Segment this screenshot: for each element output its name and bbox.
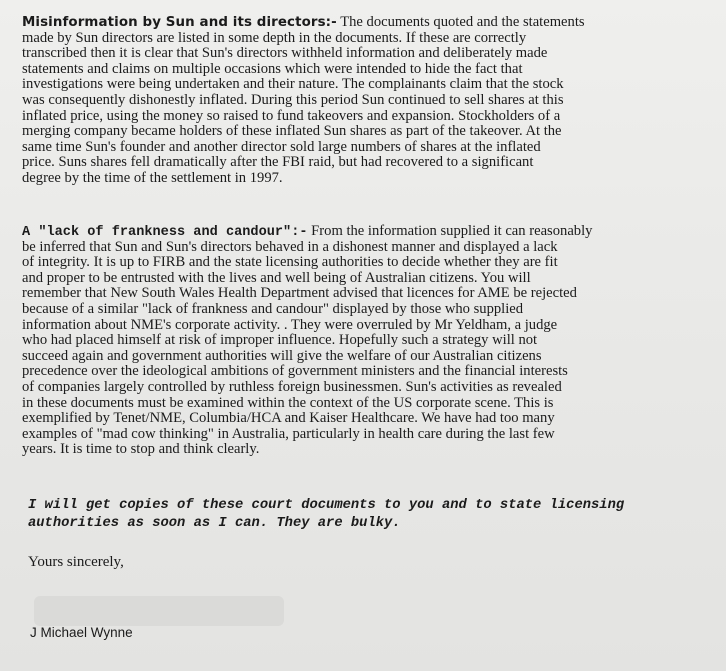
paragraph-line: and proper to be entrusted with the lives and well being of Australian citizens. You will <box>22 269 531 286</box>
paragraph-frankness <box>22 224 592 458</box>
paragraph-line: degree by the time of the settlement in 1997. <box>22 169 283 186</box>
paragraph-line: be inferred that Sun and Sun's directors behaved in a dishonest manner and displayed a lack <box>22 238 558 255</box>
paragraph-line: because of a similar "lack of frankness and candour" displayed by those who supplied <box>22 300 524 317</box>
paragraph-line: of integrity. It is up to FIRB and the state licensing authorities to decide whether they are fit <box>22 254 558 271</box>
paragraph-heading: A "lack of frankness and candour":- <box>22 225 308 240</box>
paragraph-line: who had placed himself at risk of improper influence. Hopefully such a strategy will not <box>22 332 538 349</box>
paragraph-line: succeed again and government authorities will give the welfare of our Australian citizens <box>22 347 542 364</box>
paragraph-line: precedence over the ideological ambitions of government ministers and the financial interests <box>22 363 568 380</box>
paragraph-line: A "lack of frankness and candour":- From the information supplied it can reasonably <box>22 223 593 240</box>
paragraph-line: statements and claims on multiple occasions which were intended to hide the fact that <box>22 60 523 77</box>
paragraph-line: years. It is time to stop and think clearly. <box>22 441 260 458</box>
paragraph-line: price. Suns shares fell dramatically after the FBI raid, but had recovered to a significant <box>22 154 534 171</box>
paragraph-line: merging company became holders of these inflated Sun shares as part of the takeover. At the <box>22 123 562 140</box>
paragraph-line: in these documents must be examined within the context of the US corporate scene. This is <box>22 394 554 411</box>
paragraph-line: Misinformation by Sun and its directors:- The documents quoted and the statements <box>22 14 585 30</box>
paragraph-line: transcribed then it is clear that Sun's directors withheld information and deliberately made <box>22 45 548 62</box>
paragraph-line: information about NME's corporate activity. . They were overruled by Mr Yeldham, a judge <box>22 316 558 333</box>
paragraph-line: of companies largely controlled by ruthless foreign businessmen. Sun's activities as revealed <box>22 378 562 395</box>
paragraph-line: same time Sun's founder and another director sold large numbers of shares at the inflated <box>22 138 541 155</box>
paragraph-line: made by Sun directors are listed in some depth in the documents. If these are correctly <box>22 29 527 46</box>
paragraph-line: authorities as soon as I can. They are bulky. <box>28 516 401 531</box>
paragraph-line: exemplified by Tenet/NME, Columbia/HCA and Kaiser Healthcare. We have had too many <box>22 410 555 427</box>
paragraph-misinformation <box>22 15 585 187</box>
paragraph-line: investigations were being undertaken and their nature. The complainants claim that the stock <box>22 76 564 93</box>
closing-salutation: Yours sincerely, <box>28 554 124 570</box>
paragraph-court-documents <box>28 497 624 533</box>
paragraph-line: inflated price, using the money so raised to fund takeovers and expansion. Stockholders of a <box>22 107 561 124</box>
paragraph-line: I will get copies of these court documents to you and to state licensing <box>28 498 625 513</box>
paragraph-line: was consequently dishonestly inflated. During this period Sun continued to sell shares at this <box>22 91 564 108</box>
signature-name: J Michael Wynne <box>30 625 133 640</box>
paragraph-heading: Misinformation by Sun and its directors:- <box>22 15 337 30</box>
paragraph-line: remember that New South Wales Health Department advised that licences for AME be rejected <box>22 285 577 302</box>
paragraph-line: examples of "mad cow thinking" in Australia, particularly in health care during the last few <box>22 425 555 442</box>
signature-mark <box>34 596 284 626</box>
